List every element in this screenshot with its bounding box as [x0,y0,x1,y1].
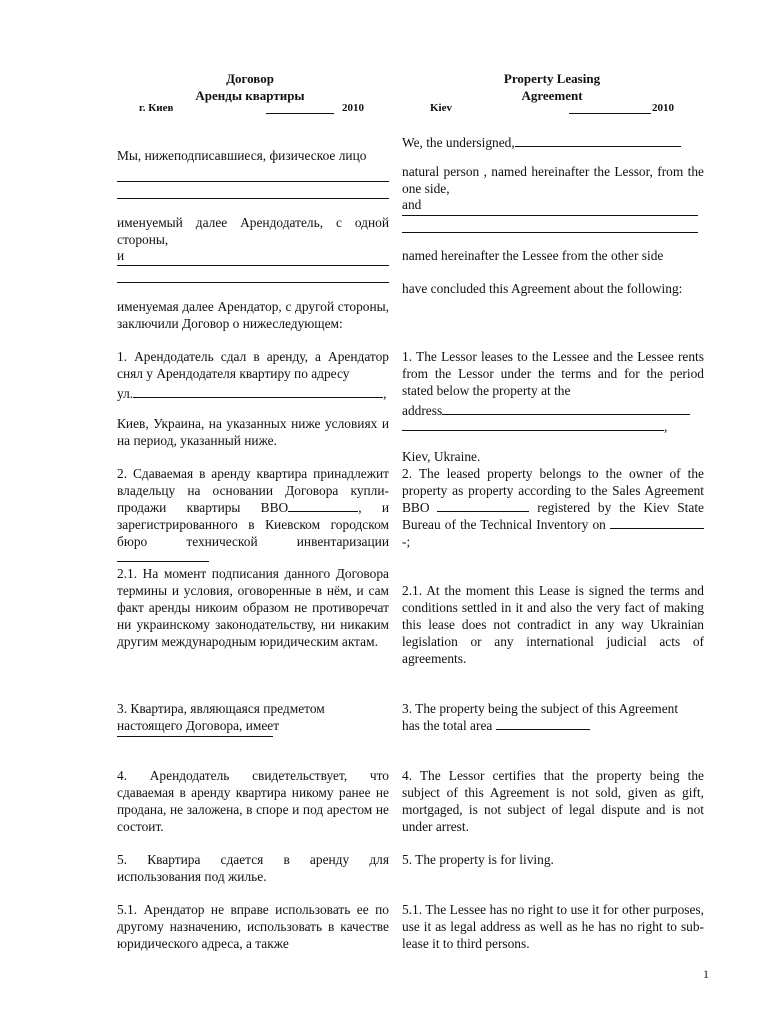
en-clause-2-a: 2. The leased property belongs to the owner of the property as property according to the Sales Agreement BBO [402,466,704,515]
ru-date-blank [266,113,334,114]
en-year: 2010 [652,102,674,114]
ru-street-label: ул. [117,386,134,401]
ru-clause-1-street: ул. , [117,386,387,401]
en-clause-1-address [402,403,704,420]
en-subtitle: Agreement [521,88,583,103]
inventory-date-blank [610,517,704,529]
en-title: Property Leasing [503,71,601,86]
ru-title: Договор [226,71,274,86]
en-address-label: address [402,403,443,418]
lessor-name-blank [515,135,681,147]
en-date-blank [569,113,651,114]
en-clause-5-1: 5.1. The Lessee has no right to use it for other purposes, use it as legal address as well as he has no right to sub-lease it to third persons. [402,902,704,951]
address-blank [442,403,690,415]
ru-clause-5: 5. Квартира сдается в аренду для использования под жилье. [117,852,389,885]
en-clause-5: 5. The property is for living. [402,852,554,868]
en-address-comma: , [664,419,668,434]
blank-line [117,736,273,737]
ru-lessee-named: именуемая далее Арендатор, с другой стороны, заключили Договор о нижеследующем: [117,299,389,332]
area-blank [496,718,590,730]
street-blank [133,386,383,398]
ru-clause-3: 3. Квартира, являющаяся предметом настоящего Договора, имеет [117,701,325,734]
ru-clause-5-1: 5.1. Арендатор не вправе использовать ее по другому назначению, использовать в качестве юридического адреса, а также [117,902,389,951]
en-city: Kiev [430,102,452,114]
ru-subtitle: Аренды квартиры [195,88,305,103]
en-clause-1-address-2 [402,419,704,436]
en-undersigned: We, the undersigned, [402,135,515,150]
ru-clause-2-a: 2. Сдаваемая в аренду квартира принадлежит владельцу на основании Договора купли-продажи квартиры ВВО [117,466,389,515]
ru-clause-4: 4. Арендодатель свидетельствует, что сдаваемая в аренду квартира никому ранее не продана, не заложена, в споре и под арестом не состоит. [117,768,389,834]
blank-line [117,265,389,266]
en-clause-2-b: registered by the Kiev State Bureau of the Technical Inventory on [402,499,704,532]
ru-lessor-named: именуемый далее Арендодатель, с одной стороны, [117,215,389,248]
en-clause-3 [402,701,687,735]
ru-city: г. Киев [139,102,174,114]
ru-intro-parties: Мы, нижеподписавшиеся, физическое лицо [117,148,367,164]
blank-line [117,198,389,199]
en-clause-4: 4. The Lessor certifies that the property being the subject of this Agreement is not sold, given as gift, mortgaged, is not subject of legal dispute and is not under arrest. [402,768,704,834]
page-number: 1 [703,967,709,981]
ru-clause-1-city: Киев, Украина, на указанных ниже условиях и на период, указанный ниже. [117,416,389,449]
ru-year: 2010 [342,102,364,114]
blank-line [117,282,389,283]
en-clause-1: 1. The Lessor leases to the Lessee and the Lessee rents from the Lessor under the terms and for the period stated below the property at the [402,349,704,398]
ru-clause-2-b: , и зарегистрированного в Киевском городском бюро технической инвентаризации [117,499,389,549]
bbo-blank [288,500,358,512]
ru-clause-2-1: 2.1. На момент подписания данного Договора термины и условия, оговоренные в нём, и сам факт аренды никоим образом не противоречат ни украинскому законодательству, ни никаким другим международным юридическим актам. [117,566,389,649]
en-intro-parties [402,135,704,152]
en-lessor-named: natural person , named hereinafter the Lessor, from the one side, [402,164,704,197]
en-lessee-named: named hereinafter the Lessee from the other side [402,248,664,264]
en-clause-2 [402,466,704,550]
blank-line [117,181,389,182]
en-clause-2-end: -; [402,533,411,549]
blank-line [402,232,698,233]
ru-clause-1: 1. Арендодатель сдал в аренду, а Арендатор снял у Арендодателя квартиру по адресу [117,349,389,382]
en-and: and [402,197,422,213]
blank-line [402,215,698,216]
en-clause-2-1: 2.1. At the moment this Lease is signed the terms and conditions settled in it and also the very fact of making this lease does not contradict in any way Ukrainian legislation or any international judicial acts of agreements. [402,583,704,666]
ru-clause-2 [117,466,389,567]
bbo-blank-en [437,500,529,512]
en-clause-1-city: Kiev, Ukraine. [402,449,481,465]
address-blank-2 [402,419,664,431]
en-concluded: have concluded this Agreement about the following: [402,281,683,297]
inventory-blank [117,550,209,562]
en-clause-3-text: 3. The property being the subject of this Agreement has the total area [402,701,679,734]
ru-and: и [117,248,125,264]
